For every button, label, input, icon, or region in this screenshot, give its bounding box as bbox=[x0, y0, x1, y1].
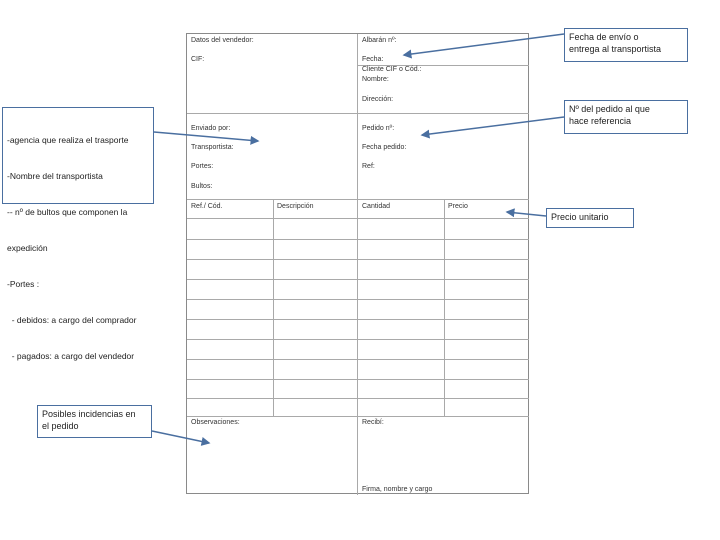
delivery-note-label: Albarán nº: bbox=[362, 37, 397, 44]
callout-line: -Nombre del transportista bbox=[7, 171, 103, 181]
carrier-label: Transportista: bbox=[191, 144, 234, 151]
arrow-to-observations bbox=[152, 431, 209, 443]
callout-line: -- nº de bultos que componen la bbox=[7, 207, 128, 217]
signature-label: Firma, nombre y cargo bbox=[362, 486, 433, 493]
order-no-label: Pedido nº: bbox=[362, 125, 395, 132]
date-label: Fecha: bbox=[362, 56, 384, 63]
arrow-to-date bbox=[404, 34, 564, 55]
callout-line: - debidos: a cargo del comprador bbox=[7, 315, 137, 325]
seller-data-label: Datos del vendedor: bbox=[191, 37, 254, 44]
callout-line: hace referencia bbox=[569, 116, 632, 126]
callout-line: Fecha de envío o bbox=[569, 32, 639, 42]
table-header-description: Descripción bbox=[277, 203, 314, 210]
callout-line: -agencia que realiza el trasporte bbox=[7, 135, 129, 145]
name-label: Nombre: bbox=[362, 76, 389, 83]
client-cif-label: Cliente CIF o Cód.: bbox=[362, 66, 422, 73]
address-label: Dirección: bbox=[362, 96, 394, 103]
callout-line: Nº del pedido al que bbox=[569, 104, 650, 114]
shipping-label: Portes: bbox=[191, 163, 214, 170]
table-header-ref: Ref./ Cód. bbox=[191, 203, 223, 210]
callout-line: Precio unitario bbox=[551, 212, 609, 222]
cif-label: CIF: bbox=[191, 56, 205, 63]
packages-label: Bultos: bbox=[191, 183, 213, 190]
table-header-quantity: Cantidad bbox=[362, 203, 391, 210]
table-header-price: Precio bbox=[448, 203, 468, 210]
received-label: Recibí: bbox=[362, 419, 384, 426]
arrow-to-order-no bbox=[422, 117, 564, 135]
callout-line: Posibles incidencias en bbox=[42, 409, 136, 419]
observations-label: Observaciones: bbox=[191, 419, 240, 426]
arrow-to-carrier bbox=[154, 132, 258, 141]
ref-label: Ref: bbox=[362, 163, 375, 170]
callout-line: entrega al transportista bbox=[569, 44, 662, 54]
callout-line: - pagados: a cargo del vendedor bbox=[7, 351, 135, 361]
callout-line: expedición bbox=[7, 243, 48, 253]
arrow-to-price bbox=[507, 212, 546, 216]
callout-line: -Portes : bbox=[7, 279, 40, 289]
sent-by-label: Enviado por: bbox=[191, 125, 231, 132]
callout-line: el pedido bbox=[42, 421, 79, 431]
order-date-label: Fecha pedido: bbox=[362, 144, 407, 151]
